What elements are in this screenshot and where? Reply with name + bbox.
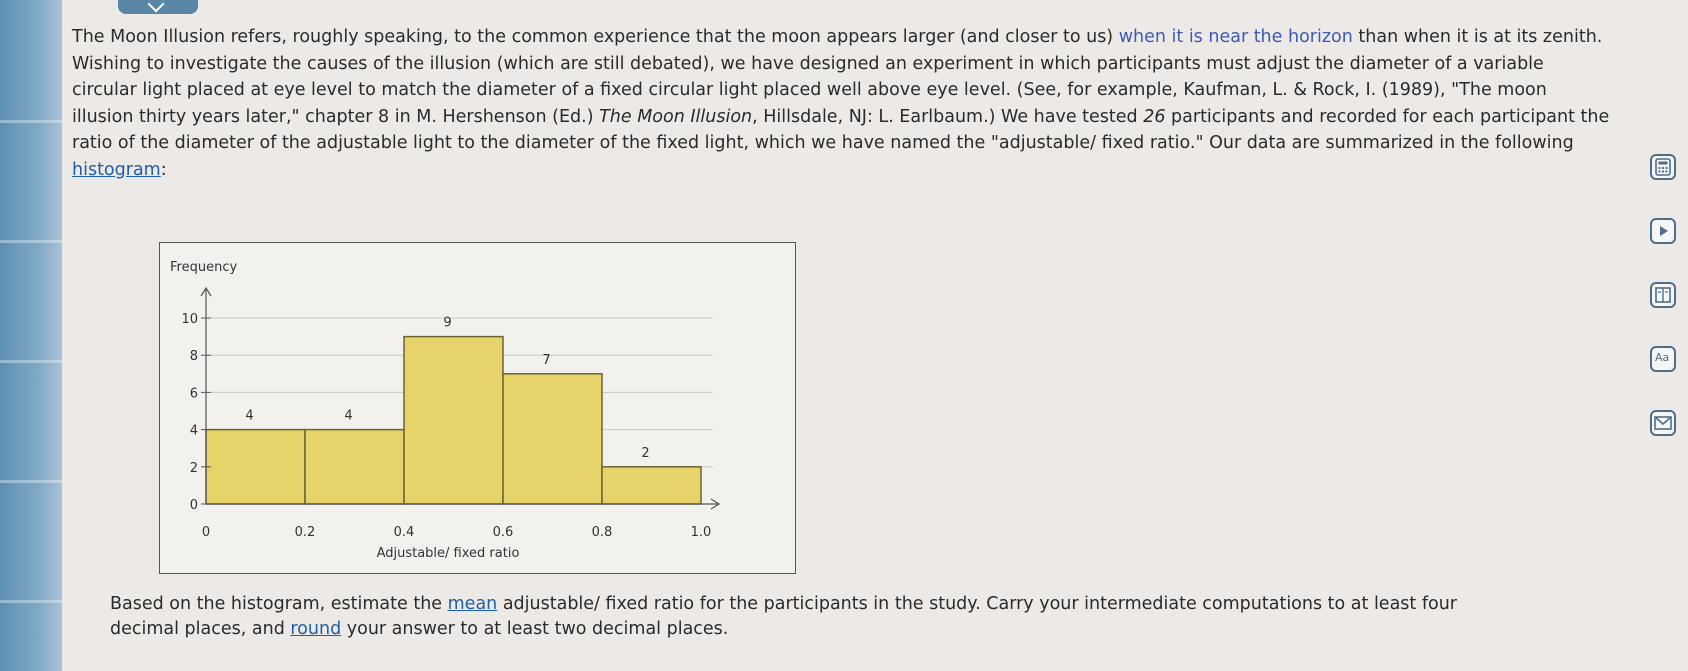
intro-text-2: when it is near the horizon [1118, 27, 1353, 47]
x-tick-label: 1.0 [690, 525, 712, 540]
intro-text-6: : [160, 159, 167, 180]
x-tick-label: 0.2 [294, 525, 316, 540]
histogram-bar [305, 430, 404, 504]
participant-count: 26 [1143, 106, 1166, 127]
intro-text-1: The Moon Illusion refers, roughly speaking, to the common experience that the moon appears larger (and closer to us) [72, 27, 1119, 47]
bar-data-label: 7 [542, 352, 551, 368]
message-button[interactable] [1650, 410, 1676, 436]
video-button[interactable] [1650, 218, 1676, 244]
histogram-svg [160, 243, 795, 573]
right-toolbar [1648, 150, 1688, 450]
round-link[interactable]: round [290, 619, 342, 639]
calculator-icon [1652, 156, 1674, 178]
y-tick-label: 10 [181, 312, 198, 327]
bar-data-label: 9 [443, 315, 452, 331]
mail-icon [1652, 412, 1674, 434]
left-sidebar-strip [0, 0, 62, 671]
intro-text-3: than when it is at its zenith. Wishing to investigate the causes of the illusion (which are still debated), we have designed an experiment in which participants must adjust the diameter of a variable circular light placed at eye level to match the diameter of a fixed circular light placed well above eye level. (See, for example, Kaufman, L. & Rock, I. (1989), "The moon illusion thirty years later," chapter 8 in M. Hershenson (Ed.) [72, 27, 1603, 127]
x-axis-label: Adjustable/ fixed ratio [376, 546, 520, 561]
book-title: The Moon Illusion [599, 106, 753, 127]
bar-data-label: 4 [344, 408, 353, 424]
question-text [110, 592, 1510, 642]
glossary-icon: Aa [1655, 351, 1670, 364]
y-tick-label: 6 [189, 386, 198, 402]
histogram-bar [404, 337, 503, 504]
histogram-bar [503, 374, 602, 504]
video-icon [1652, 220, 1674, 242]
book-icon [1652, 284, 1674, 306]
x-tick-label: 0 [201, 525, 211, 540]
x-tick-label: 0.6 [492, 525, 514, 540]
ebook-button[interactable] [1650, 282, 1676, 308]
glossary-button[interactable] [1650, 346, 1676, 372]
bar-data-label: 2 [641, 445, 650, 461]
x-tick-label: 0.4 [393, 525, 415, 540]
histogram-chart [159, 242, 796, 574]
problem-content [62, 0, 1622, 671]
intro-text-4: , Hillsdale, NJ: L. Earlbaum.) We have tested [752, 106, 1144, 127]
mean-link[interactable]: mean [447, 594, 498, 614]
y-tick-label: 2 [189, 460, 198, 476]
problem-intro-text [72, 24, 1612, 183]
y-tick-label: 8 [189, 349, 198, 365]
bar-data-label: 4 [245, 408, 254, 424]
question-text-2: adjustable/ fixed ratio for the participants in the study. Carry your intermediate computations to at least four decimal places, and [110, 594, 1457, 639]
question-text-3: your answer to at least two decimal places. [341, 619, 729, 639]
histogram-link[interactable]: histogram [72, 159, 161, 180]
histogram-bar [206, 430, 305, 504]
y-tick-label: 0 [189, 498, 198, 513]
histogram-bar [602, 467, 701, 504]
calculator-button[interactable] [1650, 154, 1676, 180]
y-axis-label: Frequency [170, 260, 238, 275]
x-tick-label: 0.8 [591, 525, 613, 540]
intro-text-5: participants and recorded for each participant the ratio of the diameter of the adjustable light to the diameter of the fixed light, which we have named the "adjustable/ fixed ratio." Our data are summarized in the following [72, 106, 1610, 153]
question-text-1: Based on the histogram, estimate the [110, 594, 448, 614]
chart-bars [206, 337, 701, 504]
y-tick-label: 4 [189, 423, 198, 439]
